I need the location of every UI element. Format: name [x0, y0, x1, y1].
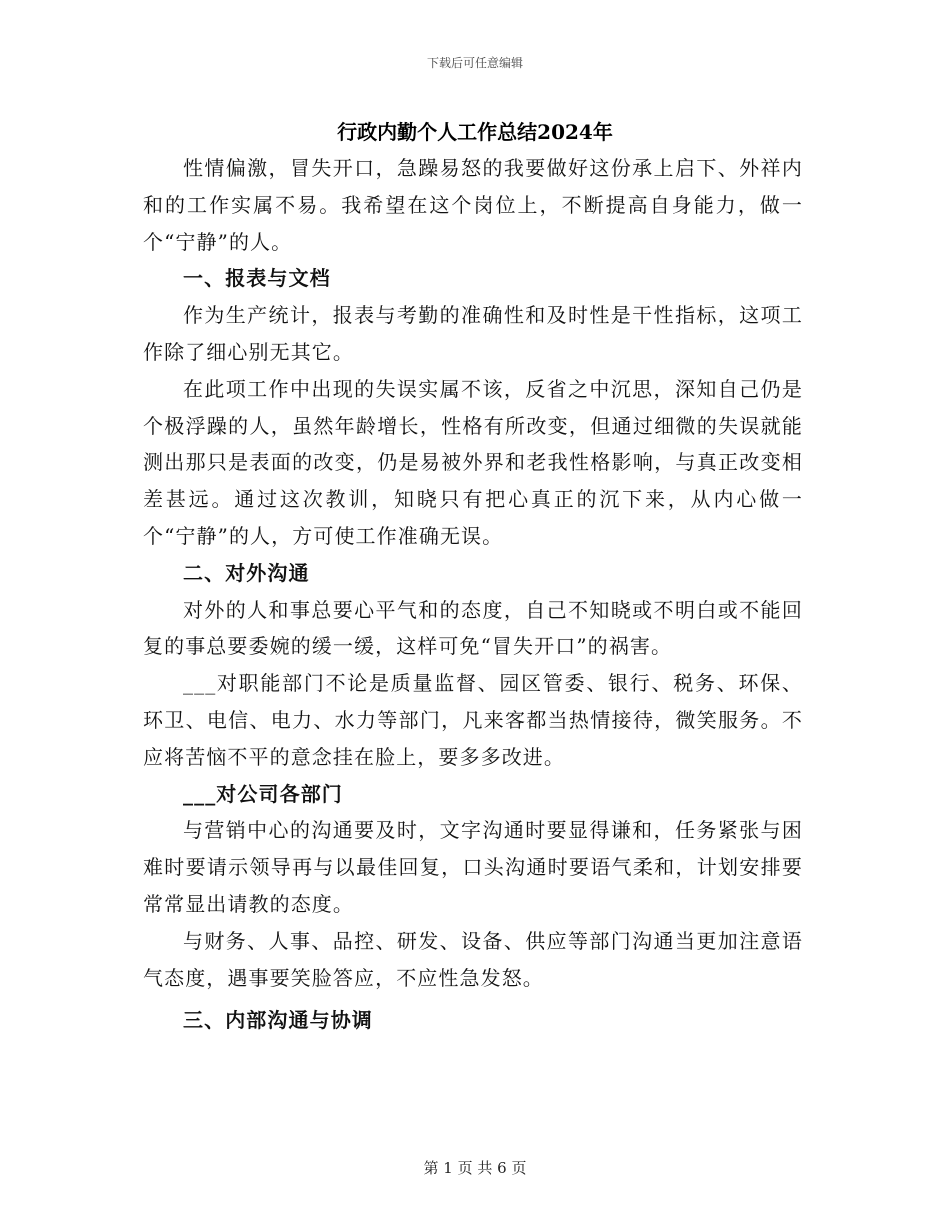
- section-2-paragraph-3: 与营销中心的沟通要及时，文字沟通时要显得谦和，任务紧张与困难时要请示领导再与以最佳回复，口头沟通时要语气柔和，计划安排要常常显出请教的态度。: [143, 818, 803, 916]
- section-1-paragraph-1: 作为生产统计，报表与考勤的准确性和及时性是干性指标，这项工作除了细心别无其它。: [143, 303, 803, 364]
- intro-paragraph: 性情偏激，冒失开口，急躁易怒的我要做好这份承上启下、外祥内和的工作实属不易。我希望在这个岗位上，不断提高自身能力，做一个“宁静”的人。: [143, 156, 803, 254]
- section-2-heading: 二、对外沟通: [183, 560, 310, 585]
- page-indicator: 第 1 页 共 6 页: [423, 1159, 527, 1177]
- section-3-heading: 三、内部沟通与协调: [183, 1008, 373, 1033]
- section-2-paragraph-1: 对外的人和事总要心平气和的态度，自己不知晓或不明白或不能回复的事总要委婉的缓一缓，这样可免“冒失开口”的祸害。: [143, 597, 803, 659]
- section-2-subheading: ___对公司各部门: [183, 781, 343, 806]
- section-2-paragraph-2: ___对职能部门不论是质量监督、园区管委、银行、税务、环保、环卫、电信、电力、水力等部门，凡来客都当热情接待，微笑服务。不应将苦恼不平的意念挂在脸上，要多多改进。: [143, 671, 803, 769]
- section-2-paragraph-4: 与财务、人事、品控、研发、设备、供应等部门沟通当更加注意语气态度，遇事要笑脸答应，不应性急发怒。: [143, 928, 803, 990]
- header-note: 下载后可任意编辑: [426, 56, 523, 70]
- document-body: [143, 150, 803, 1039]
- section-1-paragraph-2: 在此项工作中出现的失误实属不该，反省之中沉思，深知自己仍是个极浮躁的人，虽然年龄增长，性格有所改变，但通过细微的失误就能测出那只是表面的改变，仍是易被外界和老我性格影响，与真正改变相差甚远。通过这次教训，知晓只有把心真正的沉下来，从内心做一个“宁静”的人，方可使工作准确无误。: [143, 376, 803, 548]
- document-title: 行政内勤个人工作总结2024年: [337, 120, 613, 144]
- section-1-heading: 一、报表与文档: [183, 266, 331, 291]
